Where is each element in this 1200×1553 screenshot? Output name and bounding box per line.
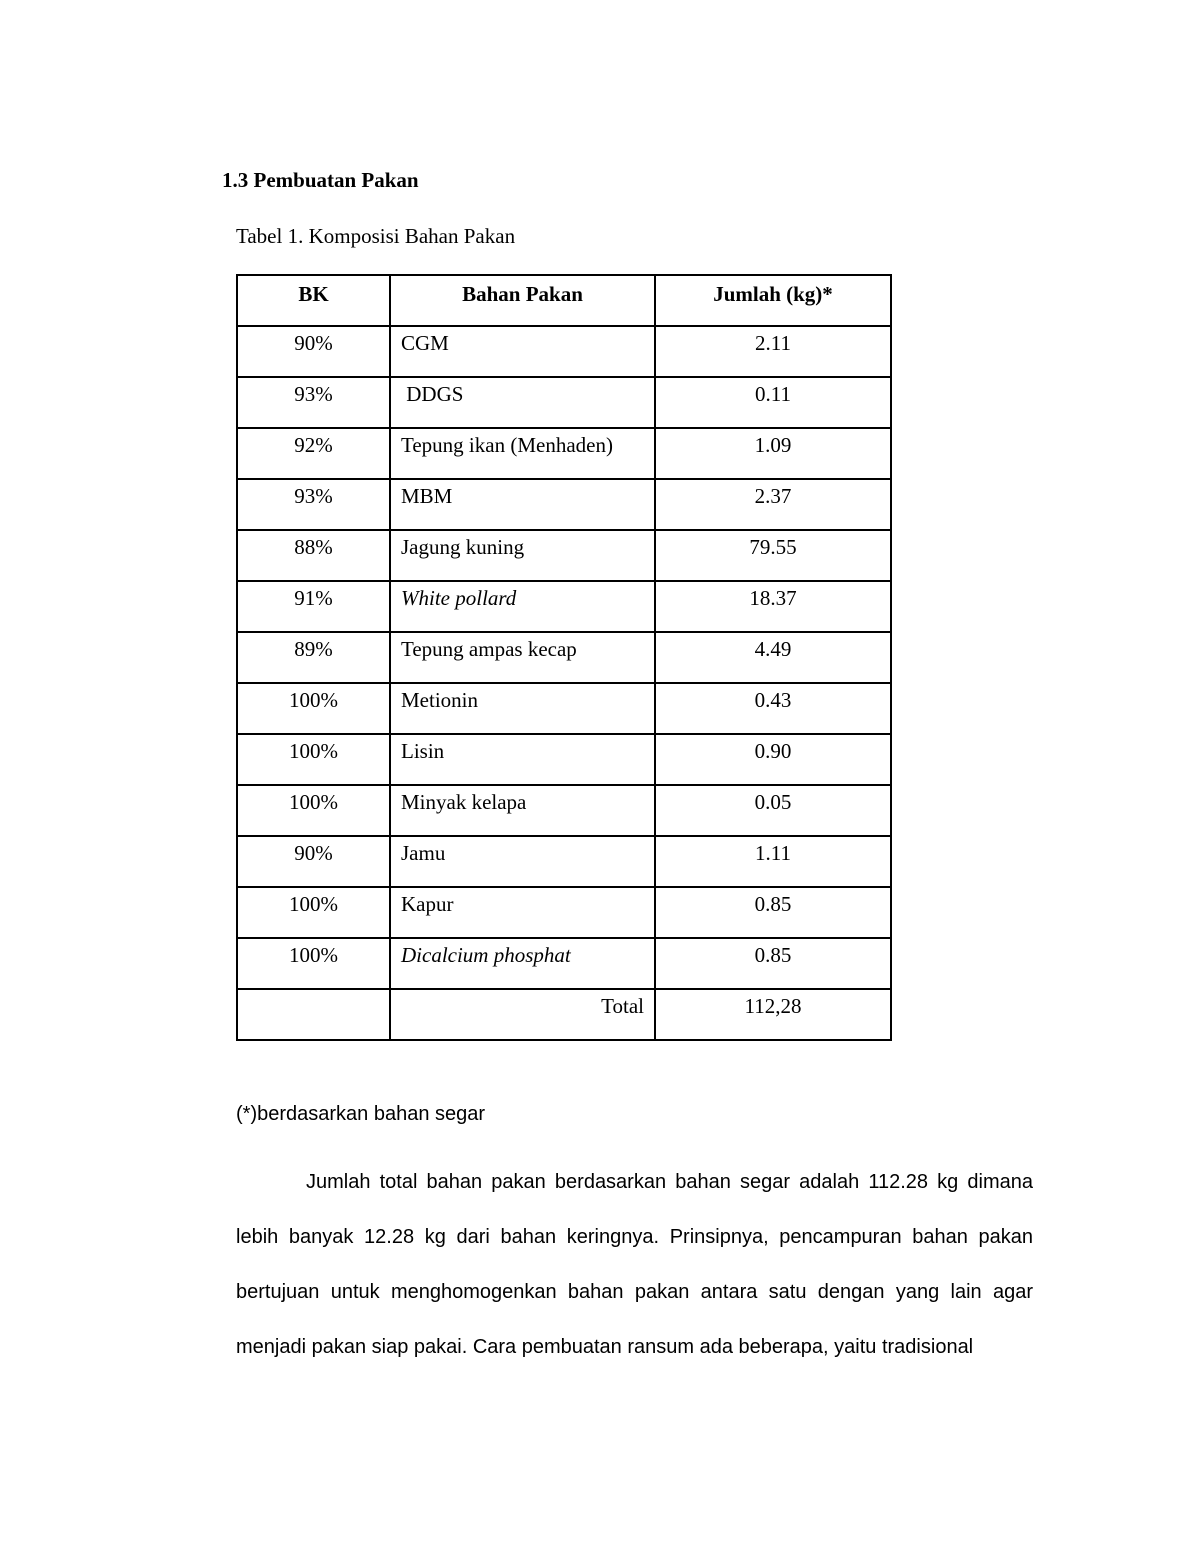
- cell-bk: 100%: [237, 734, 390, 785]
- cell-bk: 100%: [237, 683, 390, 734]
- cell-bk: 88%: [237, 530, 390, 581]
- table-body: [237, 326, 891, 989]
- cell-jumlah: 0.85: [655, 938, 891, 989]
- table-footnote: (*)berdasarkan bahan segar: [236, 1103, 486, 1125]
- cell-bk: 90%: [237, 836, 390, 887]
- cell-jumlah: 4.49: [655, 632, 891, 683]
- cell-bk: 92%: [237, 428, 390, 479]
- header-bk: BK: [237, 275, 390, 326]
- cell-bahan-pakan: Lisin: [390, 734, 655, 785]
- composition-table: [236, 274, 892, 1041]
- cell-jumlah: 2.37: [655, 479, 891, 530]
- cell-jumlah: 1.11: [655, 836, 891, 887]
- total-empty-cell: [237, 989, 390, 1040]
- table-row: [237, 530, 891, 581]
- table-row: [237, 938, 891, 989]
- table-caption: Tabel 1. Komposisi Bahan Pakan: [236, 224, 516, 248]
- table-row: [237, 632, 891, 683]
- cell-bahan-pakan: White pollard: [390, 581, 655, 632]
- cell-bahan-pakan: Jamu: [390, 836, 655, 887]
- cell-bk: 100%: [237, 785, 390, 836]
- table-row: [237, 887, 891, 938]
- body-paragraph: Jumlah total bahan pakan berdasarkan bahan segar adalah 112.28 kg dimana lebih banyak 12.28 kg dari bahan keringnya. Prinsipnya, pencampuran bahan pakan bertujuan untuk menghomogenkan bahan pakan antara satu dengan yang lain agar menjadi pakan siap pakai. Cara pembuatan ransum ada beberapa, yaitu tradisional: [236, 1171, 1033, 1358]
- total-value: 112,28: [655, 989, 891, 1040]
- cell-jumlah: 0.05: [655, 785, 891, 836]
- table-row: [237, 734, 891, 785]
- table-row: [237, 785, 891, 836]
- cell-jumlah: 79.55: [655, 530, 891, 581]
- cell-jumlah: 2.11: [655, 326, 891, 377]
- cell-bahan-pakan: CGM: [390, 326, 655, 377]
- cell-bk: 89%: [237, 632, 390, 683]
- cell-bk: 93%: [237, 377, 390, 428]
- table-row: [237, 479, 891, 530]
- cell-bahan-pakan: Jagung kuning: [390, 530, 655, 581]
- cell-bk: 100%: [237, 938, 390, 989]
- table-row: [237, 683, 891, 734]
- cell-bk: 100%: [237, 887, 390, 938]
- cell-jumlah: 0.43: [655, 683, 891, 734]
- cell-jumlah: 0.85: [655, 887, 891, 938]
- cell-bahan-pakan: Tepung ikan (Menhaden): [390, 428, 655, 479]
- header-jumlah: Jumlah (kg)*: [655, 275, 891, 326]
- cell-bahan-pakan: DDGS: [390, 377, 655, 428]
- total-row: [237, 989, 891, 1040]
- table-row: [237, 428, 891, 479]
- cell-bahan-pakan: Dicalcium phosphat: [390, 938, 655, 989]
- total-label: Total: [390, 989, 655, 1040]
- table-row: [237, 377, 891, 428]
- cell-jumlah: 0.90: [655, 734, 891, 785]
- cell-bk: 91%: [237, 581, 390, 632]
- cell-bahan-pakan: MBM: [390, 479, 655, 530]
- cell-jumlah: 0.11: [655, 377, 891, 428]
- table-row: [237, 836, 891, 887]
- table-row: [237, 326, 891, 377]
- table-row: [237, 581, 891, 632]
- table-header-row: [237, 275, 891, 326]
- cell-bahan-pakan: Metionin: [390, 683, 655, 734]
- cell-bk: 93%: [237, 479, 390, 530]
- cell-jumlah: 18.37: [655, 581, 891, 632]
- header-bahan-pakan: Bahan Pakan: [390, 275, 655, 326]
- cell-bahan-pakan: Kapur: [390, 887, 655, 938]
- cell-bahan-pakan: Minyak kelapa: [390, 785, 655, 836]
- cell-bahan-pakan: Tepung ampas kecap: [390, 632, 655, 683]
- section-heading: 1.3 Pembuatan Pakan: [222, 168, 419, 192]
- cell-jumlah: 1.09: [655, 428, 891, 479]
- cell-bk: 90%: [237, 326, 390, 377]
